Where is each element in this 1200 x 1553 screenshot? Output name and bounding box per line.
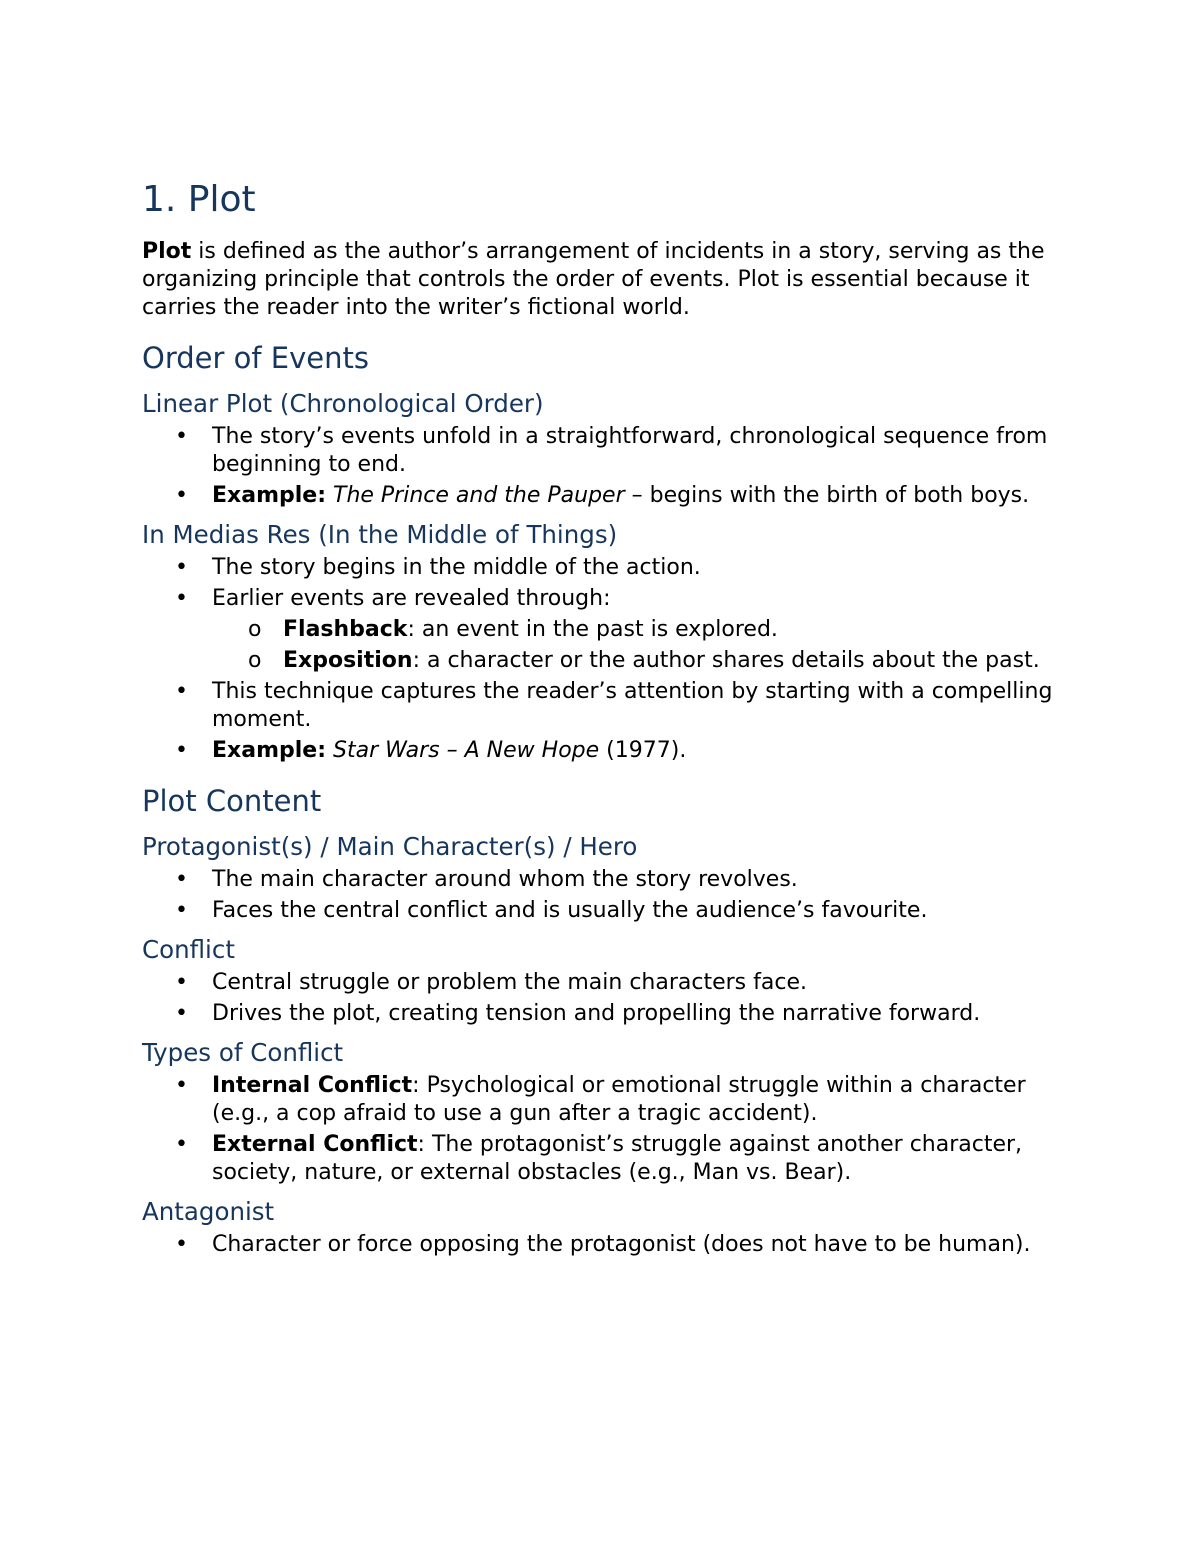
order-of-events-heading: Order of Events: [142, 341, 369, 375]
bullet-icon: •: [175, 898, 188, 923]
sub-bullet-icon: o: [248, 617, 262, 642]
term-label: Internal Conflict: [212, 1073, 413, 1098]
list-item: [142, 866, 1062, 894]
bullet-icon: •: [175, 586, 188, 611]
bullet-icon: •: [175, 1132, 188, 1157]
term-label: External Conflict: [212, 1132, 418, 1157]
bullet-icon: •: [175, 483, 188, 508]
bullet-icon: •: [175, 555, 188, 580]
in-medias-res-heading: In Medias Res (In the Middle of Things): [142, 520, 618, 549]
term-label: Flashback: [283, 617, 408, 642]
term-label: Exposition: [283, 648, 413, 673]
list-item: [142, 1000, 1062, 1028]
list-item-text: The story begins in the middle of the action.: [212, 555, 701, 580]
list-item: [142, 1231, 1062, 1259]
intro-paragraph: [142, 238, 1062, 322]
example-title: Star Wars – A New Hope: [333, 738, 600, 763]
bullet-icon: •: [175, 424, 188, 449]
list-item-text: The story’s events unfold in a straightforward, chronological sequence from beginning to end.: [212, 424, 1048, 477]
list-item: [142, 482, 1062, 510]
document-page: [142, 175, 1062, 1267]
linear-plot-heading: Linear Plot (Chronological Order): [142, 389, 544, 418]
list-item: [142, 737, 1062, 765]
example-label: Example:: [212, 483, 326, 508]
list-item: [142, 897, 1062, 925]
list-item: [142, 1072, 1062, 1128]
types-of-conflict-list: [142, 1072, 1062, 1187]
sub-list-item: [212, 616, 1062, 644]
list-item-text: Character or force opposing the protagonist (does not have to be human).: [212, 1232, 1031, 1257]
list-item-text: – begins with the birth of both boys.: [624, 483, 1030, 508]
sub-list: [212, 616, 1062, 675]
list-item: [142, 585, 1062, 675]
conflict-heading: Conflict: [142, 935, 235, 964]
list-item-text: This technique captures the reader’s attention by starting with a compelling moment.: [212, 679, 1053, 732]
list-item-text: : Psychological or emotional struggle within a character (e.g., a cop afraid to use a gun after a tragic accident).: [212, 1073, 1026, 1126]
bullet-icon: •: [175, 738, 188, 763]
bullet-icon: •: [175, 679, 188, 704]
list-item-text: Central struggle or problem the main characters face.: [212, 970, 807, 995]
example-title: The Prince and the Pauper: [333, 483, 625, 508]
list-item-text: Drives the plot, creating tension and propelling the narrative forward.: [212, 1001, 981, 1026]
intro-bold-term: Plot: [142, 239, 192, 264]
in-medias-res-list: [142, 554, 1062, 765]
list-item: [142, 969, 1062, 997]
list-item: [142, 1131, 1062, 1187]
sub-list-item: [212, 647, 1062, 675]
linear-plot-list: [142, 423, 1062, 510]
list-item-text: Faces the central conflict and is usually the audience’s favourite.: [212, 898, 928, 923]
list-item-text: Earlier events are revealed through:: [212, 586, 611, 611]
list-item-text: The main character around whom the story revolves.: [212, 867, 798, 892]
list-item: [142, 678, 1062, 734]
plot-content-heading: Plot Content: [142, 784, 322, 818]
sub-bullet-icon: o: [248, 648, 262, 673]
antagonist-list: [142, 1231, 1062, 1259]
antagonist-heading: Antagonist: [142, 1197, 275, 1226]
conflict-list: [142, 969, 1062, 1028]
list-item-text: (1977).: [599, 738, 687, 763]
types-of-conflict-heading: Types of Conflict: [142, 1038, 344, 1067]
bullet-icon: •: [175, 867, 188, 892]
sub-list-item-text: : an event in the past is explored.: [407, 617, 778, 642]
protagonist-heading: Protagonist(s) / Main Character(s) / Hero: [142, 832, 638, 861]
bullet-icon: •: [175, 1073, 188, 1098]
bullet-icon: •: [175, 1001, 188, 1026]
protagonist-list: [142, 866, 1062, 925]
example-label: Example:: [212, 738, 326, 763]
sub-list-item-text: : a character or the author shares details about the past.: [412, 648, 1040, 673]
list-item: [142, 423, 1062, 479]
list-item-text: : The protagonist’s struggle against another character, society, nature, or external obstacles (e.g., Man vs. Bear).: [212, 1132, 1023, 1185]
intro-text: is defined as the author’s arrangement of incidents in a story, serving as the organizing principle that controls the order of events. Plot is essential because it carries the reader into the writer’s fictional world.: [142, 239, 1045, 320]
bullet-icon: •: [175, 1232, 188, 1257]
bullet-icon: •: [175, 970, 188, 995]
list-item: [142, 554, 1062, 582]
page-title: 1. Plot: [142, 179, 256, 220]
